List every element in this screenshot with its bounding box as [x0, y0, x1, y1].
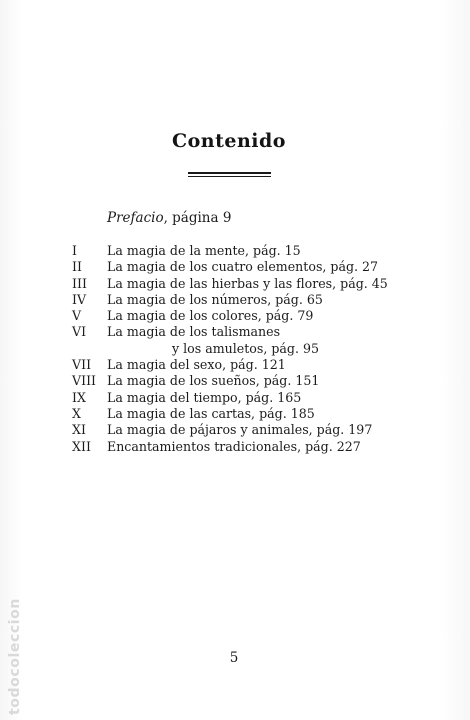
- toc-entry: [72, 276, 388, 292]
- toc-entry: [72, 439, 388, 455]
- chapter-number: VII: [72, 357, 92, 373]
- chapter-title: Encantamientos tradicionales, pág. 227: [107, 438, 361, 454]
- chapter-number: VI: [72, 324, 87, 340]
- toc-entry: [72, 243, 388, 259]
- preface-page: , página 9: [163, 210, 232, 226]
- chapter-title: La magia de las hierbas y las flores, pág. 45: [107, 275, 388, 291]
- chapter-number: IX: [72, 389, 86, 405]
- chapter-title: La magia de los colores, pág. 79: [107, 308, 314, 324]
- chapter-number: II: [72, 259, 82, 275]
- toc-entry: [72, 308, 388, 324]
- toc-entry: [72, 373, 388, 389]
- watermark-text: todocoleccion: [7, 598, 23, 715]
- chapter-number: X: [72, 405, 81, 421]
- preface-entry: [107, 210, 231, 226]
- chapter-title: La magia de la mente, pág. 15: [107, 243, 301, 258]
- chapter-title-continuation: y los amuletos, pág. 95: [172, 340, 320, 356]
- toc-entry: [72, 292, 388, 308]
- chapter-number: III: [72, 275, 87, 291]
- chapter-title: La magia de los cuatro elementos, pág. 27: [107, 259, 379, 275]
- toc-entry: [72, 259, 388, 275]
- chapter-title: La magia de los talismanes: [107, 324, 281, 340]
- toc-entry: [72, 357, 388, 373]
- toc-entry: [72, 422, 388, 438]
- title-rule-thin: [188, 176, 271, 177]
- page-title: Contenido: [172, 130, 286, 152]
- chapter-number: XII: [72, 438, 91, 454]
- chapter-title: La magia de los sueños, pág. 151: [107, 373, 320, 389]
- chapter-title: La magia del sexo, pág. 121: [107, 357, 286, 373]
- chapter-number: IV: [72, 291, 87, 307]
- watermark: [5, 540, 21, 715]
- toc-entry: [72, 324, 388, 340]
- table-of-contents: [72, 243, 388, 455]
- toc-entry: [72, 406, 388, 422]
- chapter-number: I: [72, 243, 77, 258]
- preface-label: Prefacio: [107, 210, 164, 226]
- chapter-title: La magia de los números, pág. 65: [107, 291, 323, 307]
- chapter-number: XI: [72, 422, 86, 438]
- chapter-title: La magia de pájaros y animales, pág. 197: [107, 422, 373, 438]
- page-number: 5: [229, 650, 239, 666]
- chapter-number: VIII: [72, 373, 97, 389]
- title-rule-thick: [188, 172, 271, 174]
- toc-entry: [72, 390, 388, 406]
- chapter-number: V: [72, 308, 82, 324]
- chapter-title: La magia del tiempo, pág. 165: [107, 389, 302, 405]
- chapter-title: La magia de las cartas, pág. 185: [107, 405, 315, 421]
